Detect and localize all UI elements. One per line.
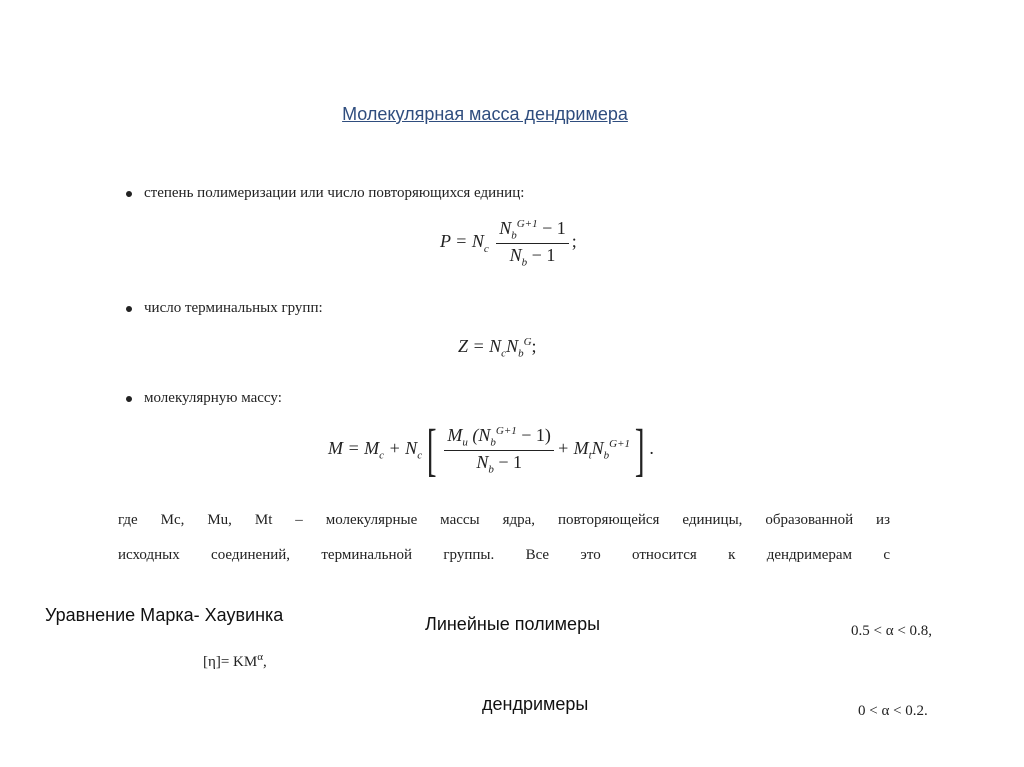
formula-part: M = M: [328, 438, 380, 459]
slide-title: Молекулярная масса дендримера: [342, 104, 628, 124]
bullet-item-molecular-mass: [126, 390, 282, 407]
formula-part: − 1: [527, 244, 556, 265]
formula-part: N: [509, 244, 522, 265]
formula-part: ;: [571, 231, 577, 252]
formula-part: G+1: [516, 218, 538, 230]
formula-part: b: [603, 449, 610, 462]
formula-part: N: [591, 438, 604, 459]
formula-part: + M: [556, 438, 589, 459]
paragraph-line: где Mc, Mu, Mt – молекулярные массы ядра, повторяющейся единицы, образованной из: [118, 512, 890, 528]
formula-part: t: [588, 449, 592, 462]
formula-part: [η]= KM: [203, 654, 258, 670]
formula-part: b: [521, 256, 528, 269]
right-bracket: ]: [634, 417, 645, 482]
formula-part: b: [488, 463, 494, 476]
fraction: [444, 425, 554, 475]
mark-houwink-label: Уравнение Марка- Хаувинка: [45, 605, 284, 625]
bullet-icon: [126, 396, 132, 402]
formula-part: M: [447, 424, 463, 445]
formula-part: ;: [531, 336, 537, 356]
formula-part: c: [379, 449, 385, 462]
formula-molecular-mass: [328, 417, 654, 482]
formula-polymerization-degree: [440, 218, 577, 268]
formula-part: + N: [384, 438, 418, 459]
dendrimers-condition: 0 < α < 0.2.: [858, 703, 928, 719]
formula-part: G+1: [495, 424, 517, 437]
formula-part: c: [483, 242, 489, 255]
fraction: [496, 218, 569, 268]
formula-part: N: [476, 451, 489, 472]
formula-part: u: [462, 436, 468, 449]
formula-part: (N: [472, 424, 491, 445]
formula-part: Z = N: [458, 336, 502, 356]
formula-part: c: [501, 347, 507, 360]
formula-part: − 1: [493, 451, 522, 472]
mark-houwink-formula: [203, 651, 267, 671]
formula-part: N: [506, 336, 519, 356]
paragraph-line: исходных соединений, терминальной группы. Все это относится к дендримерам с: [118, 547, 890, 563]
formula-part: G+1: [609, 438, 631, 451]
formula-part: α: [257, 651, 263, 663]
left-bracket: [: [426, 417, 437, 482]
formula-part: b: [511, 229, 517, 242]
formula-terminal-groups: [458, 336, 537, 360]
bullet-text: степень полимеризации или число повторяющихся единиц:: [144, 185, 525, 201]
bullet-text: число терминальных групп:: [144, 300, 323, 316]
formula-part: .: [649, 438, 654, 459]
formula-part: b: [518, 347, 524, 360]
dendrimers-label: дендримеры: [482, 694, 589, 714]
bullet-icon: [126, 306, 132, 312]
bullet-icon: [126, 191, 132, 197]
linear-polymers-label: Линейные полимеры: [425, 614, 601, 634]
formula-part: c: [417, 449, 423, 462]
linear-polymers-condition: 0.5 < α < 0.8,: [851, 623, 933, 639]
bullet-text: молекулярную массу:: [144, 390, 282, 406]
formula-part: b: [490, 436, 496, 449]
bullet-item-terminal-groups: [126, 300, 323, 317]
formula-part: ,: [262, 654, 267, 670]
formula-part: P = N: [440, 231, 484, 252]
formula-part: G: [523, 336, 532, 348]
formula-part: − 1): [516, 424, 551, 445]
formula-part: N: [499, 218, 512, 238]
formula-part: − 1: [537, 218, 566, 238]
bullet-item-polymerization: [126, 185, 524, 202]
